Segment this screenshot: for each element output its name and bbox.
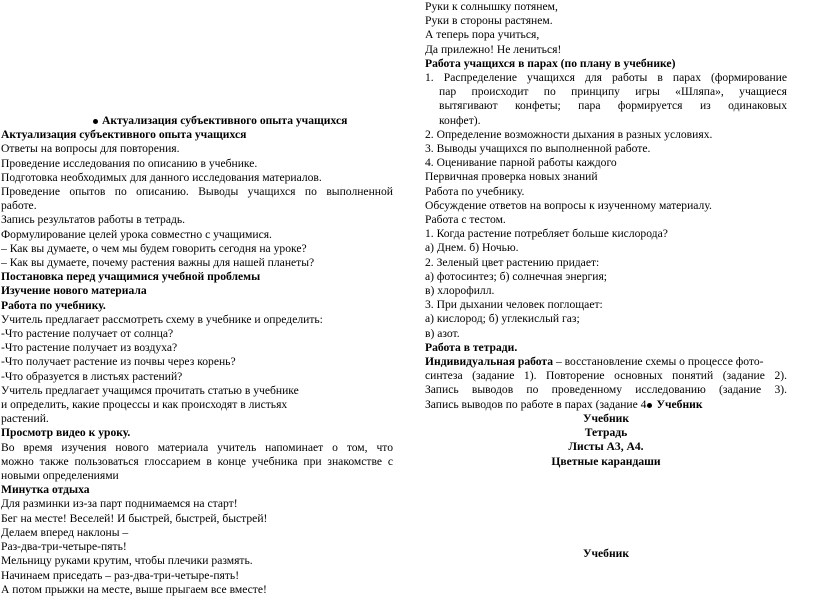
text-line: Учитель предлагает рассмотреть схему в учебнике и определить: <box>1 312 323 326</box>
text-line: и определить, какие процессы и как происходят в листьях <box>1 398 288 412</box>
text-line: а) кислород; б) углекислый газ; <box>425 312 580 326</box>
text-line: – Как вы думаете, о чем мы будем говорить сегодня на уроке? <box>1 241 307 255</box>
text-line: Просмотр видео к уроку. <box>1 426 131 440</box>
footer-textbook: Учебник <box>582 546 630 560</box>
text-line: Во время изучения нового материала учитель напоминает о том, что <box>1 440 393 454</box>
text-line: А потом прыжки на месте, выше прыгаем все вместе! <box>1 582 267 596</box>
text-line: Подготовка необходимых для данного исследования материалов. <box>1 170 322 184</box>
text-line: А теперь пора учиться, <box>425 28 540 42</box>
text-line: -Что растение получает от солнца? <box>1 327 174 341</box>
text-line: Запись выводов по проведенному исследованию (задание 3). <box>425 383 787 397</box>
materials-item: Листы А3, А4. <box>568 440 644 454</box>
bullet-icon <box>93 119 98 124</box>
text-line: можно также пользоваться глоссарием в конце учебника при знакомстве с <box>1 454 393 468</box>
text-line: Бег на месте! Веселей! И быстрей, быстрей, быстрей! <box>1 511 268 525</box>
text-line: Запись результатов работы в тетрадь. <box>1 213 186 227</box>
text-line: а) Днем. б) Ночью. <box>425 241 519 255</box>
text-line: Ответы на вопросы для повторения. <box>1 142 180 156</box>
text-line: новыми определениями <box>1 469 119 483</box>
text-line: Работа учащихся в парах (по плану в учебнике) <box>425 56 676 70</box>
text-line: Формулирование целей урока совместно с учащимися. <box>1 227 272 241</box>
text-line: 2. Определение возможности дыхания в разных условиях. <box>425 127 713 141</box>
text-line: Актуализация субъективного опыта учащихся <box>1 128 247 142</box>
text-line: пар происходит по принципу игры «Шляпа», учащиеся <box>439 85 787 99</box>
text-line: в) азот. <box>425 326 460 340</box>
text-line: Раз-два-три-четыре-пять! <box>1 540 127 554</box>
text-line: Обсуждение ответов на вопросы к изученному материалу. <box>425 198 712 212</box>
text-line: 3. Выводы учащихся по выполненной работе. <box>425 142 651 156</box>
text-line: Работа по учебнику. <box>1 298 106 312</box>
right-lines <box>425 0 787 355</box>
text-line: -Что образуется в листьях растений? <box>1 369 183 383</box>
bullet-icon <box>647 403 652 408</box>
text-line: – Как вы думаете, почему растения важны для нашей планеты? <box>1 256 315 270</box>
text-line: синтеза (задание 1). Повторение основных понятий (задание 2). <box>425 369 787 383</box>
text-line: Первичная проверка новых знаний <box>425 170 598 184</box>
text-line: Работа в тетради. <box>425 340 518 354</box>
text-line: растений. <box>1 412 49 426</box>
text-line: Руки к солнышку потянем, <box>425 0 558 13</box>
text-line: конфет). <box>439 113 481 127</box>
text-line: Делаем вперед наклоны – <box>1 525 129 539</box>
materials-item: Учебник <box>582 411 630 425</box>
text-line: Работа по учебнику. <box>425 184 525 198</box>
text-line: Постановка перед учащимися учебной проблемы <box>1 270 261 284</box>
individual-work-line: Индивидуальная работа – восстановление схемы о процессе фото- <box>425 355 764 369</box>
text-line: Мельницу руками крутим, чтобы плечики размять. <box>1 554 253 568</box>
section-heading: Актуализация субъективного опыта учащихся <box>1 114 393 128</box>
text-line: 4. Оценивание парной работы каждого <box>425 156 617 170</box>
text-line: 1. Когда растение потребляет больше кислорода? <box>425 227 668 241</box>
text-line: 3. При дыхании человек поглощает: <box>425 298 603 312</box>
materials-item: Цветные карандаши <box>551 454 661 468</box>
text-line: а) фотосинтез; б) солнечная энергия; <box>425 269 608 283</box>
left-top-blank <box>1 0 393 114</box>
text-line: Начинаем приседать – раз-два-три-четыре-пять! <box>1 568 240 582</box>
text-line: Руки в стороны растянем. <box>425 14 553 28</box>
text-line: Для разминки из-за парт поднимаемся на старт! <box>1 497 238 511</box>
pair-work-line: Запись выводов по работе в парах (задание 4 Учебник <box>425 397 703 411</box>
left-column <box>1 0 393 597</box>
right-column <box>425 0 787 561</box>
materials-list <box>425 412 787 469</box>
text-line: -Что получает растение из почвы через корень? <box>1 355 236 369</box>
text-line: Работа с тестом. <box>425 213 506 227</box>
text-line: Минутка отдыха <box>1 483 90 497</box>
text-line: Да прилежно! Не лениться! <box>425 42 562 56</box>
text-line: вытягивают конфеты; пара формируется из одинаковых <box>439 99 787 113</box>
right-after-lines <box>425 369 787 397</box>
text-line: Проведение опытов по описанию. Выводы учащихся по выполненной <box>1 185 393 199</box>
text-line: работе. <box>1 199 37 213</box>
text-line: в) хлорофилл. <box>425 284 495 298</box>
text-line: Учитель предлагает учащимся прочитать статью в учебнике <box>1 383 299 397</box>
text-line: -Что растение получает из воздуха? <box>1 341 178 355</box>
text-line: Проведение исследования по описанию в учебнике. <box>1 156 258 170</box>
text-line: 2. Зеленый цвет растению придает: <box>425 255 600 269</box>
right-bottom-blank <box>425 469 787 547</box>
text-line: Изучение нового материала <box>1 284 147 298</box>
text-line: 1. Распределение учащихся для работы в парах (формирование <box>425 71 787 85</box>
materials-item: Тетрадь <box>584 426 628 440</box>
left-lines <box>1 128 393 597</box>
